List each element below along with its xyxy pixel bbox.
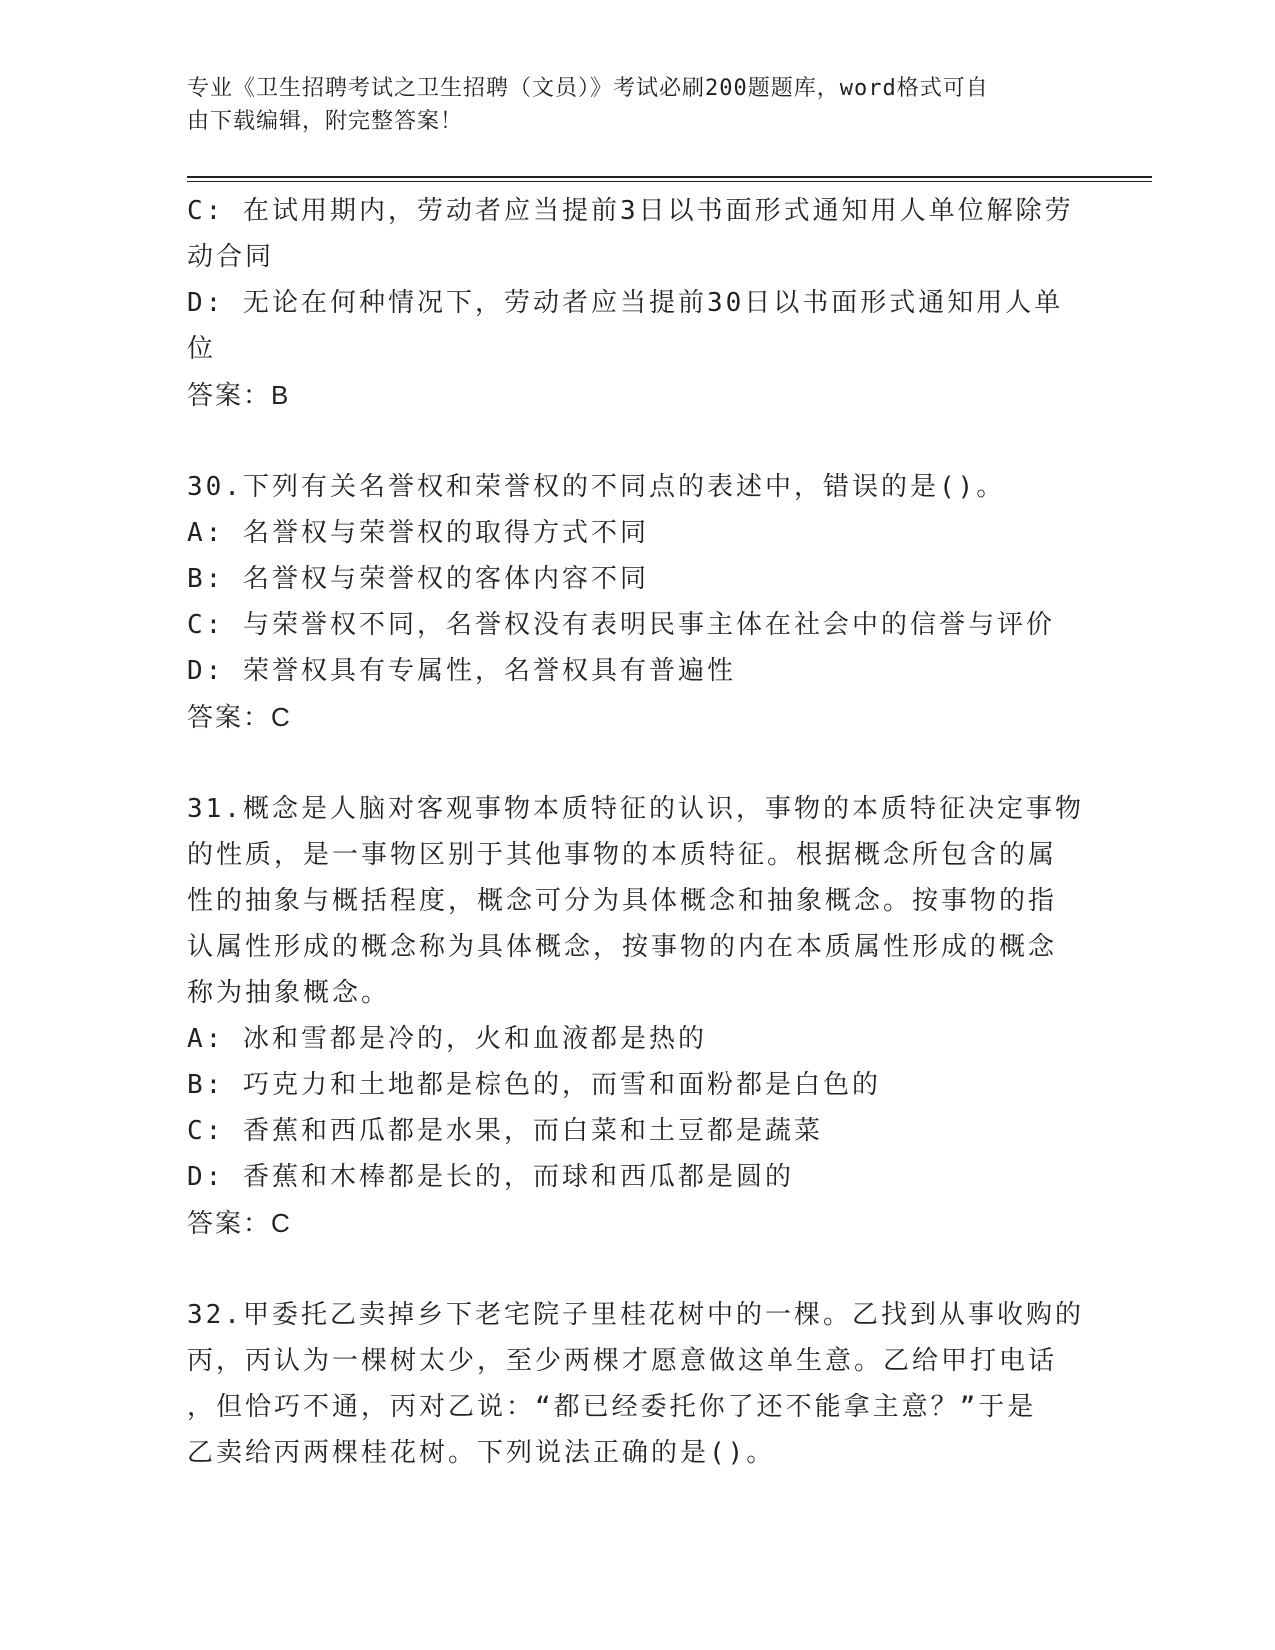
question-30 [187, 464, 1087, 740]
option-b: B: 巧克力和土地都是棕色的，而雪和面粉都是白色的 [187, 1070, 881, 1100]
document-header [187, 72, 1077, 138]
question-29-tail [187, 188, 1087, 418]
option-c: C: 香蕉和西瓜都是水果，而白菜和土豆都是蔬菜 [187, 1116, 823, 1146]
option-c: C: 与荣誉权不同，名誉权没有表明民事主体在社会中的信誉与评价 [187, 610, 1055, 640]
question-text-line: 称为抽象概念。 [187, 978, 391, 1008]
option-d: D: 荣誉权具有专属性，名誉权具有普遍性 [187, 656, 736, 686]
option-d: D: 香蕉和木棒都是长的，而球和西瓜都是圆的 [187, 1162, 794, 1192]
question-text-line: ，但恰巧不通，丙对乙说：“都已经委托你了还不能拿主意？”于是 [187, 1392, 1037, 1422]
spacer [187, 1246, 1087, 1292]
header-divider-thick [187, 176, 1152, 178]
question-text-line: 丙，丙认为一棵树太少，至少两棵才愿意做这单生意。乙给甲打电话 [187, 1346, 1058, 1376]
option-d: D: 无论在何种情况下，劳动者应当提前30日以书面形式通知用人单 [187, 288, 1064, 318]
question-text-line: 性的抽象与概括程度，概念可分为具体概念和抽象概念。按事物的指 [187, 886, 1058, 916]
question-text: 30.下列有关名誉权和荣誉权的不同点的表述中，错误的是()。 [187, 472, 1006, 502]
header-line-2: 由下载编辑，附完整答案！ [187, 109, 464, 134]
option-d-continued: 位 [187, 334, 217, 364]
question-31 [187, 786, 1087, 1246]
option-a: A: 冰和雪都是冷的，火和血液都是热的 [187, 1024, 707, 1054]
question-text-line: 32.甲委托乙卖掉乡下老宅院子里桂花树中的一棵。乙找到从事收购的 [187, 1300, 1084, 1330]
option-a: A: 名誉权与荣誉权的取得方式不同 [187, 518, 649, 548]
option-b: B: 名誉权与荣誉权的客体内容不同 [187, 564, 649, 594]
header-line-1: 专业《卫生招聘考试之卫生招聘（文员）》考试必刷200题题库，word格式可自 [187, 76, 989, 101]
question-text-line: 乙卖给丙两棵桂花树。下列说法正确的是()。 [187, 1438, 776, 1468]
spacer [187, 418, 1087, 464]
spacer [187, 740, 1087, 786]
answer: 答案：C [187, 702, 292, 732]
option-c: C: 在试用期内，劳动者应当提前3日以书面形式通知用人单位解除劳 [187, 196, 1074, 226]
document-body [187, 188, 1087, 1476]
answer: 答案：B [187, 380, 291, 410]
answer: 答案：C [187, 1208, 292, 1238]
header-divider-thin [187, 181, 1152, 182]
question-text-line: 认属性形成的概念称为具体概念，按事物的内在本质属性形成的概念 [187, 932, 1058, 962]
option-c-continued: 动合同 [187, 242, 275, 272]
question-text-line: 31.概念是人脑对客观事物本质特征的认识，事物的本质特征决定事物 [187, 794, 1084, 824]
question-text-line: 的性质，是一事物区别于其他事物的本质特征。根据概念所包含的属 [187, 840, 1058, 870]
question-32 [187, 1292, 1087, 1476]
